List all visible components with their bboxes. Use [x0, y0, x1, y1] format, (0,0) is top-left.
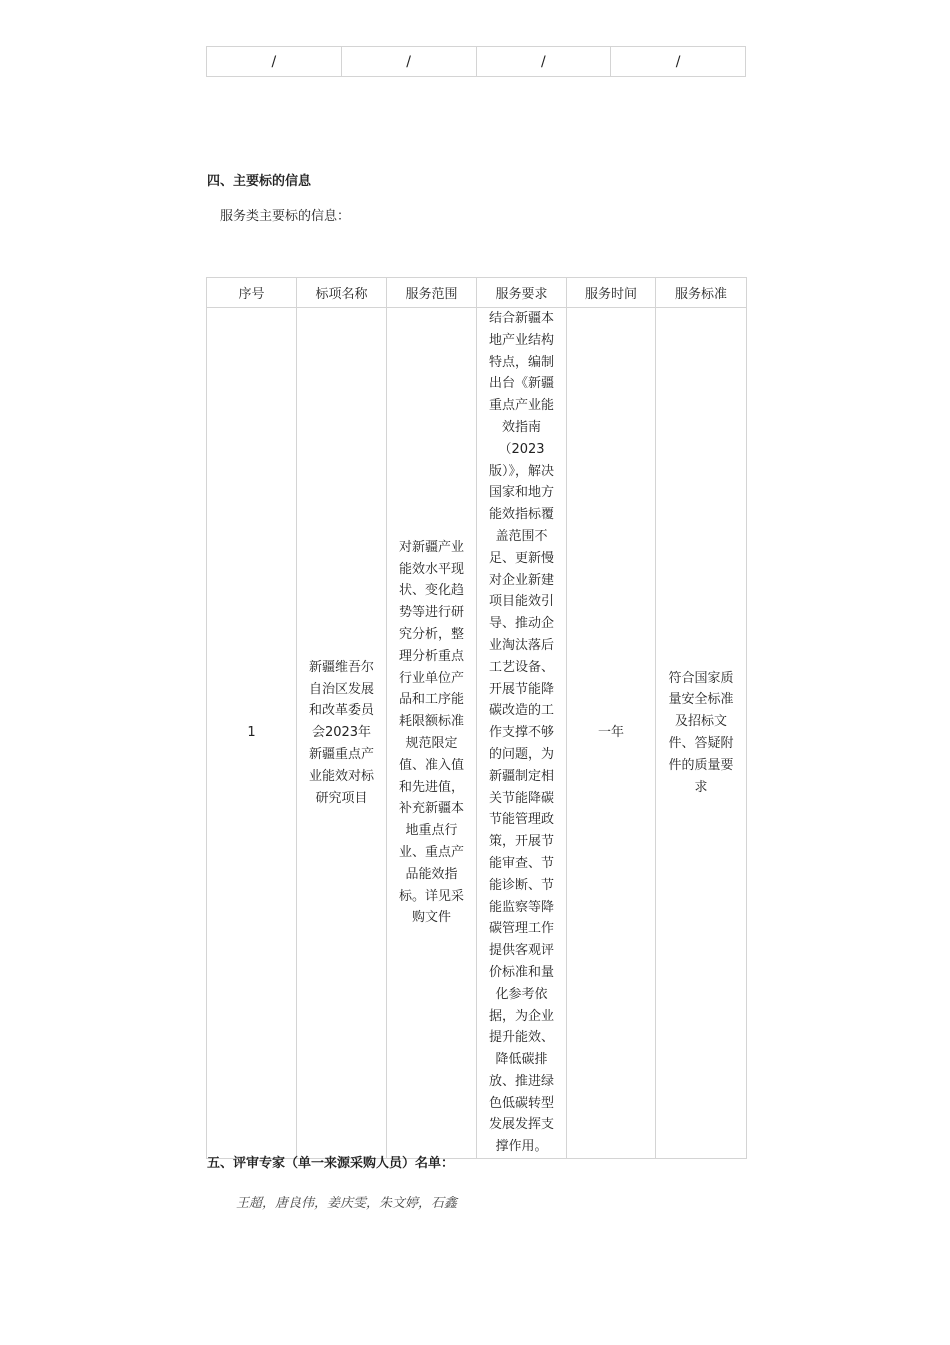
- top-table-cell: /: [341, 47, 476, 77]
- expert-list: 王超，唐良伟，姜庆雯，朱文婷，石鑫: [236, 1196, 458, 1211]
- table-row: [207, 47, 746, 77]
- header-index: 序号: [207, 278, 297, 308]
- main-subject-table: [206, 277, 747, 1159]
- table-header-row: [207, 278, 747, 308]
- section5-heading: 五、评审专家（单一来源采购人员）名单：: [207, 1156, 455, 1171]
- top-table-cell: /: [476, 47, 611, 77]
- top-table-cell: /: [611, 47, 746, 77]
- section4-subtitle: 服务类主要标的信息：: [220, 209, 351, 224]
- cell-standard: [656, 308, 747, 1159]
- header-time: 服务时间: [567, 278, 656, 308]
- cell-requirement-text: 结合新疆本地产业结构特点，编制出台《新疆重点产业能效指南（2023版）》，解决国家和地方能效指标覆盖范围不足、更新慢对企业新建项目能效引导、推动企业淘汰落后工艺设备、开展节能降碳改造的工作支撑不够的问题，为新疆制定相关节能降碳节能管理政策，开展节能审查、节能诊断、节能监察等降碳管理工作提供客观评价标准和量化参考依据，为企业提升能效、降低碳排放、推进绿色低碳转型发展发挥支撑作用。: [488, 311, 554, 1155]
- top-table: [206, 46, 746, 77]
- cell-standard-text: 符合国家质量安全标准及招标文件、答疑附件的质量要求: [668, 670, 734, 795]
- header-standard: 服务标准: [656, 278, 747, 308]
- cell-index: [207, 308, 297, 1159]
- cell-time: [567, 308, 656, 1159]
- header-name: 标项名称: [297, 278, 387, 308]
- cell-scope-text: 对新疆产业能效水平现状、变化趋势等进行研究分析，整理分析重点行业单位产品和工序能耗限额标准规范限定值、准入值和先进值，补充新疆本地重点行业、重点产品能效指标。详见采购文件: [398, 539, 464, 926]
- cell-name-text: 新疆维吾尔自治区发展和改革委员会2023年新疆重点产业能效对标研究项目: [308, 659, 374, 806]
- cell-scope: [387, 308, 477, 1159]
- cell-requirement: [477, 308, 567, 1159]
- top-table-cell: /: [207, 47, 342, 77]
- table-row: [207, 308, 747, 1159]
- header-scope: 服务范围: [387, 278, 477, 308]
- cell-index-text: 1: [247, 725, 256, 741]
- section4-heading: 四、主要标的信息: [207, 174, 312, 189]
- header-requirement: 服务要求: [477, 278, 567, 308]
- cell-name: [297, 308, 387, 1159]
- cell-time-text: 一年: [597, 725, 624, 741]
